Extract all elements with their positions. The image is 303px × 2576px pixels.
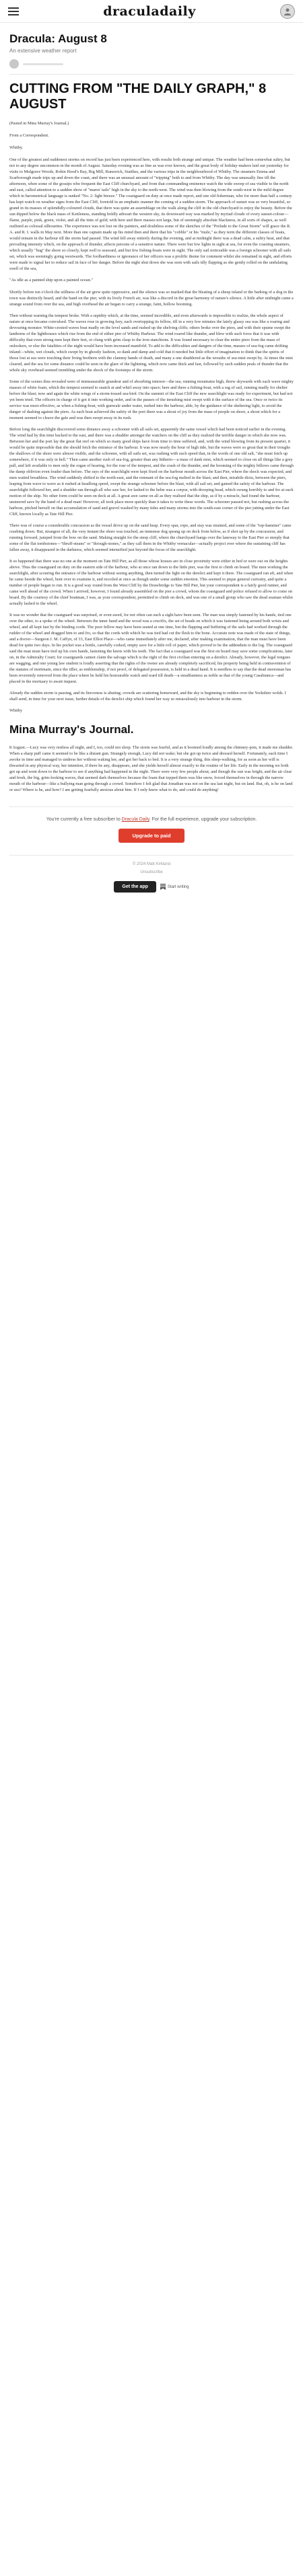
- paragraph: Whitby: [9, 708, 23, 713]
- paragraph: One of the greatest and suddenest storms on record has just been experienced here, with results both strange and unique. The weather had been somewhat sultry, but not to any degree uncommon in the month of August. Saturday evening was as fine as was ever known, and the great body of holiday-makers laid out yesterday for visits to Mulgrave Woods, Robin Hood's Bay, Rig Mill, Runswick, Staithes, and the various trips in the neighbourhood of Whitby. The steamers Emma and Scarborough made trips up and down the coast, and there was an unusual amount of "tripping" both to and from Whitby. The day was unusually fine till the afternoon, when some of the gossips who frequent the East Cliff churchyard, and from that commanding eminence watch the wide sweep of sea visible to the north and east, called attention to a sudden show of "mares' tails" high in the sky to the north-west. The wind was then blowing from the south-west in the mild degree which in barometrical language is ranked "No. 2: light breeze." The coastguard on duty at once made report, and one old fisherman, who for more than half a century has kept watch on weather signs from the East Cliff, foretold in an emphatic manner the coming of a sudden storm. The approach of sunset was so very beautiful, so grand in its masses of splendidly-coloured clouds, that there was quite an assemblage on the walk along the cliff in the old churchyard to enjoy the beauty. Before the sun dipped below the black mass of Kettleness, standing boldly athwart the western sky, its downward way was marked by myriad clouds of every sunset-colour—flame, purple, pink, green, violet, and all the tints of gold; with here and there masses not large, but of seemingly absolute blackness, in all sorts of shapes, as well outlined as colossal silhouettes. The experience was not lost on the painters, and doubtless some of the sketches of the "Prelude to the Great Storm" will grace the R. A. and R. I. walls in May next. More than one captain made up his mind then and there that his "cobble" or his "mule," as they term the different classes of boats, would remain in the harbour till the storm had passed. The wind fell away entirely during the evening, and at midnight there was a dead calm, a sultry heat, and that prevailing intensity which, on the approach of thunder, affects persons of a sensitive nature. There were but few lights in sight at sea, for even the coasting steamers, which usually "hug" the shore so closely, kept well to seaward, and but few fishing-boats were in sight. The only sail noticeable was a foreign schooner with all sails set, which was seemingly going westwards. The foolhardiness or ignorance of her officers was a prolific theme for comment whilst she remained in sight, and efforts were made to signal her to reduce sail in face of her danger. Before the night shut down she was seen with sails idly flapping as she gently rolled on the undulating swell of the sea,: [9, 157, 292, 271]
- top-bar: [0, 0, 303, 23]
- paragraph: 8 August.—Lucy was very restless all night, and I, too, could not sleep. The storm was fearful, and as it boomed loudly among the chimney-pots, it made me shudder. When a sharp puff came it seemed to be like a distant gun. Strangely enough, Lucy did not wake; but she got up twice and dressed herself. Fortunately, each time I awoke in time and managed to undress her without waking her, and got her back to bed. It is a very strange thing, this sleep-walking, for as soon as her will is thwarted in any physical way, her intention, if there be any, disappears, and she yields herself almost exactly to the routine of her life. Early in the morning we both got up and went down to the harbour to see if anything had happened in the night. There were very few people about, and though the sun was bright, and the air clear and fresh, the big, grim-looking waves, that seemed dark themselves because the foam that topped them was like snow, forced themselves in through the narrow mouth of the harbour—like a bullying man going through a crowd. Somehow I felt glad that Jonathan was not on the sea last night, but on land. But, oh, is he on land or sea? Where is he, and how? I am getting fearfully anxious about him. If I only knew what to do, and could do anything!: [9, 745, 294, 792]
- journal-body: [9, 745, 294, 793]
- journal-title: Mina Murray's Journal.: [9, 723, 134, 736]
- paragraph: It was no wonder that the coastguard was surprised, or even awed, for not often can such a sight have been seen. The man was simply fastened by his hands, tied one over the other, to a spoke of the wheel. Between the inner hand and the wood was a crucifix, the set of beads on which it was fastened being around both wrists and wheel, and all kept fast by the binding cords. The poor fellow may have been seated at one time, but the flapping and buffeting of the sails had worked through the rudder of the wheel and dragged him to and fro, so that the cords with which he was tied had cut the flesh to the bone. Accurate note was made of the state of things, and a doctor—Surgeon J. M. Caffyn, of 33, East Elliot Place—who came immediately after me, declared, after making examination, that the man must have been dead for quite two days. In his pocket was a bottle, carefully corked, empty save for a little roll of paper, which proved to be the addendum to the log. The coastguard said the man must have tied up his own hands, fastening the knots with his teeth. The fact that a coastguard was the first on board may save some complications, later on, in the Admiralty Court; for coastguards cannot claim the salvage which is the right of the first civilian entering on a derelict. Already, however, the legal tongues are wagging, and one young law student is loudly asserting that the rights of the owner are already completely sacrificed, his property being held in contravention of the statutes of mortmain, since the tiller, as emblemship, if not proof, of delegated possession, is held in a dead hand. It is needless to say that the dead steersman has been reverently removed from the place where he held his honourable watch and ward till death—a steadfastness as noble as that of the young Casabianca—and placed in the mortuary to await inquest.: [9, 613, 293, 684]
- credits: © 2024 Matt Kirkland: [132, 862, 171, 866]
- paragraph: Then without warning the tempest broke. With a rapidity which, at the time, seemed incredible, and even afterwards is impossible to realize, the whole aspect of nature at once became convulsed. The waves rose in growing fury, each overtopping its fellow, till in a very few minutes the lately glassy sea was like a roaring and devouring monster. White-crested waves beat madly on the level sands and rushed up the shelving cliffs; others broke over the piers, and with their spume swept the lanthorns of the lighthouses which rise from the end of either pier of Whitby Harbour. The wind roared like thunder, and blew with such force that it was with difficulty that even strong men kept their feet, or clung with grim clasp to the iron stanchions. It was found necessary to clear the entire piers from the mass of onlookers, or else the fatalities of the night would have been increased manifold. To add to the difficulties and dangers of the time, masses of sea-fog came drifting inland—white, wet clouds, which swept by in ghostly fashion, so dank and damp and cold that it needed but little effort of imagination to think that the spirits of those lost at sea were touching their living brethren with the clammy hands of death, and many a one shuddered as the wreaths of sea-mist swept by. At times the mist cleared, and the sea for some distance could be seen in the glare of the lightning, which now came thick and fast, followed by such sudden peals of thunder that the whole sky overhead seemed trembling under the shock of the footsteps of the storm.: [9, 313, 293, 373]
- start-writing-link[interactable]: [160, 884, 189, 890]
- unsubscribe-link[interactable]: Unsubscribe: [140, 870, 163, 874]
- paragraph: "As idle as a painted ship upon a painted ocean.": [9, 278, 93, 282]
- paragraph: Some of the scenes thus revealed were of immeasurable grandeur and of absorbing interest—the sea, running mountains high, threw skywards with each wave mighty masses of white foam, which the tempest seemed to snatch at and whirl away into space; here and there a fishing-boat, with a rag of sail, running madly for shelter before the blast; now and again the white wings of a storm-tossed sea-bird. On the summit of the East Cliff the new searchlight was ready for experiment, but had not yet been tried. The officers in charge of it got it into working order, and in the pauses of the inrushing mist swept with it the surface of the sea. Once or twice its service was most effective, as when a fishing-boat, with gunwale under water, rushed into the harbour, able, by the guidance of the sheltering light, to avoid the danger of dashing against the piers. As each boat achieved the safety of the port there was a shout of joy from the mass of people on shore, a shout which for a moment seemed to cleave the gale and was then swept away in its rush.: [9, 379, 294, 420]
- article-body: [9, 120, 294, 714]
- divider: [9, 74, 294, 75]
- paragraph: Already the sudden storm is passing, and its fierceness is abating; crowds are scattering homeward, and the sky is beginning to redden over the Yorkshire wolds. I shall send, in time for your next issue, further details of the derelict ship which found her way so miraculously into harbour in the storm.: [9, 691, 286, 702]
- paragraph: Shortly before ten o'clock the stillness of the air grew quite oppressive, and the silence was so marked that the bleating of a sheep inland or the barking of a dog in the town was distinctly heard, and the band on the pier, with its lively French air, was like a discord in the great harmony of nature's silence. A little after midnight came a strange sound from over the sea, and high overhead the air began to carry a strange, faint, hollow booming.: [9, 290, 294, 307]
- logo-left-text: dracula: [103, 3, 160, 19]
- paragraph: Before long the searchlight discovered some distance away a schooner with all sails set, apparently the same vessel which had been noticed earlier in the evening. The wind had by this time backed to the east, and there was a shudder amongst the watchers on the cliff as they realized the terrible danger in which she now was. Between her and the port lay the great flat reef on which so many good ships have from time to time suffered, and, with the wind blowing from its present quarter, it would be quite impossible that she should fetch the entrance of the harbour. It was now nearly the hour of high tide, but the waves were so great that in their troughs the shallows of the shore were almost visible, and the schooner, with all sails set, was rushing with such speed that, in the words of one old salt, "she must fetch up somewhere, if it was only in hell." Then came another rush of sea-fog, greater than any hitherto—a mass of dank mist, which seemed to close on all things like a grey pall, and left available to men only the organ of hearing, for the roar of the tempest, and the crash of the thunder, and the booming of the mighty billows came through the damp oblivion even louder than before. The rays of the searchlight were kept fixed on the harbour mouth across the East Pier, where the shock was expected, and men waited breathless. The wind suddenly shifted to the north-east, and the remnant of the sea-fog melted in the blast; and then, mirabile dictu, between the piers, leaping from wave to wave as it rushed at headlong speed, swept the strange schooner before the blast, with all sail set, and gained the safety of the harbour. The searchlight followed her, and a shudder ran through all who saw her, for lashed to the helm was a corpse, with drooping head, which swung horribly to and fro at each motion of the ship. No other form could be seen on deck at all. A great awe came on all as they realised that the ship, as if by a miracle, had found the harbour, unsteered save by the hand of a dead man! However, all took place more quickly than it takes to write these words. The schooner paused not, but rushing across the harbour, pitched herself on that accumulation of sand and gravel washed by many tides and many storms into the south-east corner of the pier jutting under the East Cliff, known locally as Tate Hill Pier.: [9, 427, 294, 517]
- post-title: Dracula: August 8: [9, 32, 107, 45]
- footer-links: [9, 870, 294, 874]
- subscribe-link[interactable]: Dracula Daily: [121, 817, 149, 822]
- menu-icon[interactable]: [8, 7, 19, 15]
- publication-logo[interactable]: [103, 4, 196, 19]
- avatar-icon[interactable]: [280, 4, 295, 19]
- subscribe-note: [9, 817, 294, 823]
- logo-right-text: daily: [160, 3, 196, 19]
- substack-icon: [160, 884, 166, 890]
- bottom-bar: [9, 855, 294, 902]
- subscribe-suffix: . For the full experience, upgrade your subscription.: [149, 817, 257, 822]
- paragraph: It so happened that there was no one at the moment on Tate Hill Pier, as all those whose houses are in close proximity were either in bed or were out on the heights above. Thus the coastguard on duty on the eastern side of the harbour, who at once ran down to the little pier, was the first to climb on board. The men working the searchlight, after scouring the entrance of the harbour without seeing anything, then turned the light on the derelict and kept it there. The coastguard ran aft, and when he came beside the wheel, bent over to examine it, and recoiled at once as though under some sudden emotion. This seemed to pique general curiosity, and quite a number of people began to run. It is a good way round from the West Cliff by the Drawbridge to Tate Hill Pier, but your correspondent is a fairly good runner, and came well ahead of the crowd. When I arrived, however, I found already assembled on the pier a crowd, whom the coastguard and police refused to allow to come on board. By the courtesy of the chief boatman, I was, as your correspondent, permitted to climb on deck, and was one of a small group who saw the dead seaman whilst actually lashed to the wheel.: [9, 559, 294, 606]
- paragraph: There was of course a considerable concussion as the vessel drove up on the sand heap. Every spar, rope, and stay was strained, and some of the "top-hammer" came crashing down. But, strangest of all, the very instant the shore was touched, an immense dog sprang up on deck from below, as if shot up by the concussion, and running forward, jumped from the bow on the sand. Making straight for the steep cliff, where the churchyard hangs over the laneway to the East Pier so steeply that some of the flat tombstones—"thruff-steans" or "through-stones," as they call them in the Whitby vernacular—actually project over where the sustaining cliff has fallen away, it disappeared in the darkness, which seemed intensified just beyond the focus of the searchlight.: [9, 523, 292, 552]
- paragraph: From a Correspondent.: [9, 133, 49, 138]
- post-subtitle: An extensive weather report: [9, 48, 77, 54]
- app-row: [9, 881, 294, 893]
- subscription-footer: [9, 806, 294, 902]
- section-title: CUTTING FROM "THE DAILY GRAPH," 8 AUGUST: [9, 81, 267, 112]
- author-avatar[interactable]: [9, 59, 19, 69]
- paragraph: Whitby.: [9, 145, 24, 150]
- upgrade-button[interactable]: Upgrade to paid: [119, 829, 184, 843]
- post-meta: [9, 59, 294, 69]
- start-writing-label: Start writing: [167, 884, 189, 889]
- article: [0, 23, 303, 793]
- paragraph: (Pasted in Mina Murray's Journal.): [9, 121, 69, 126]
- subscribe-prefix: You're currently a free subscriber to: [46, 817, 122, 822]
- get-app-button[interactable]: Get the app: [114, 881, 156, 893]
- meta-placeholder: [23, 63, 63, 65]
